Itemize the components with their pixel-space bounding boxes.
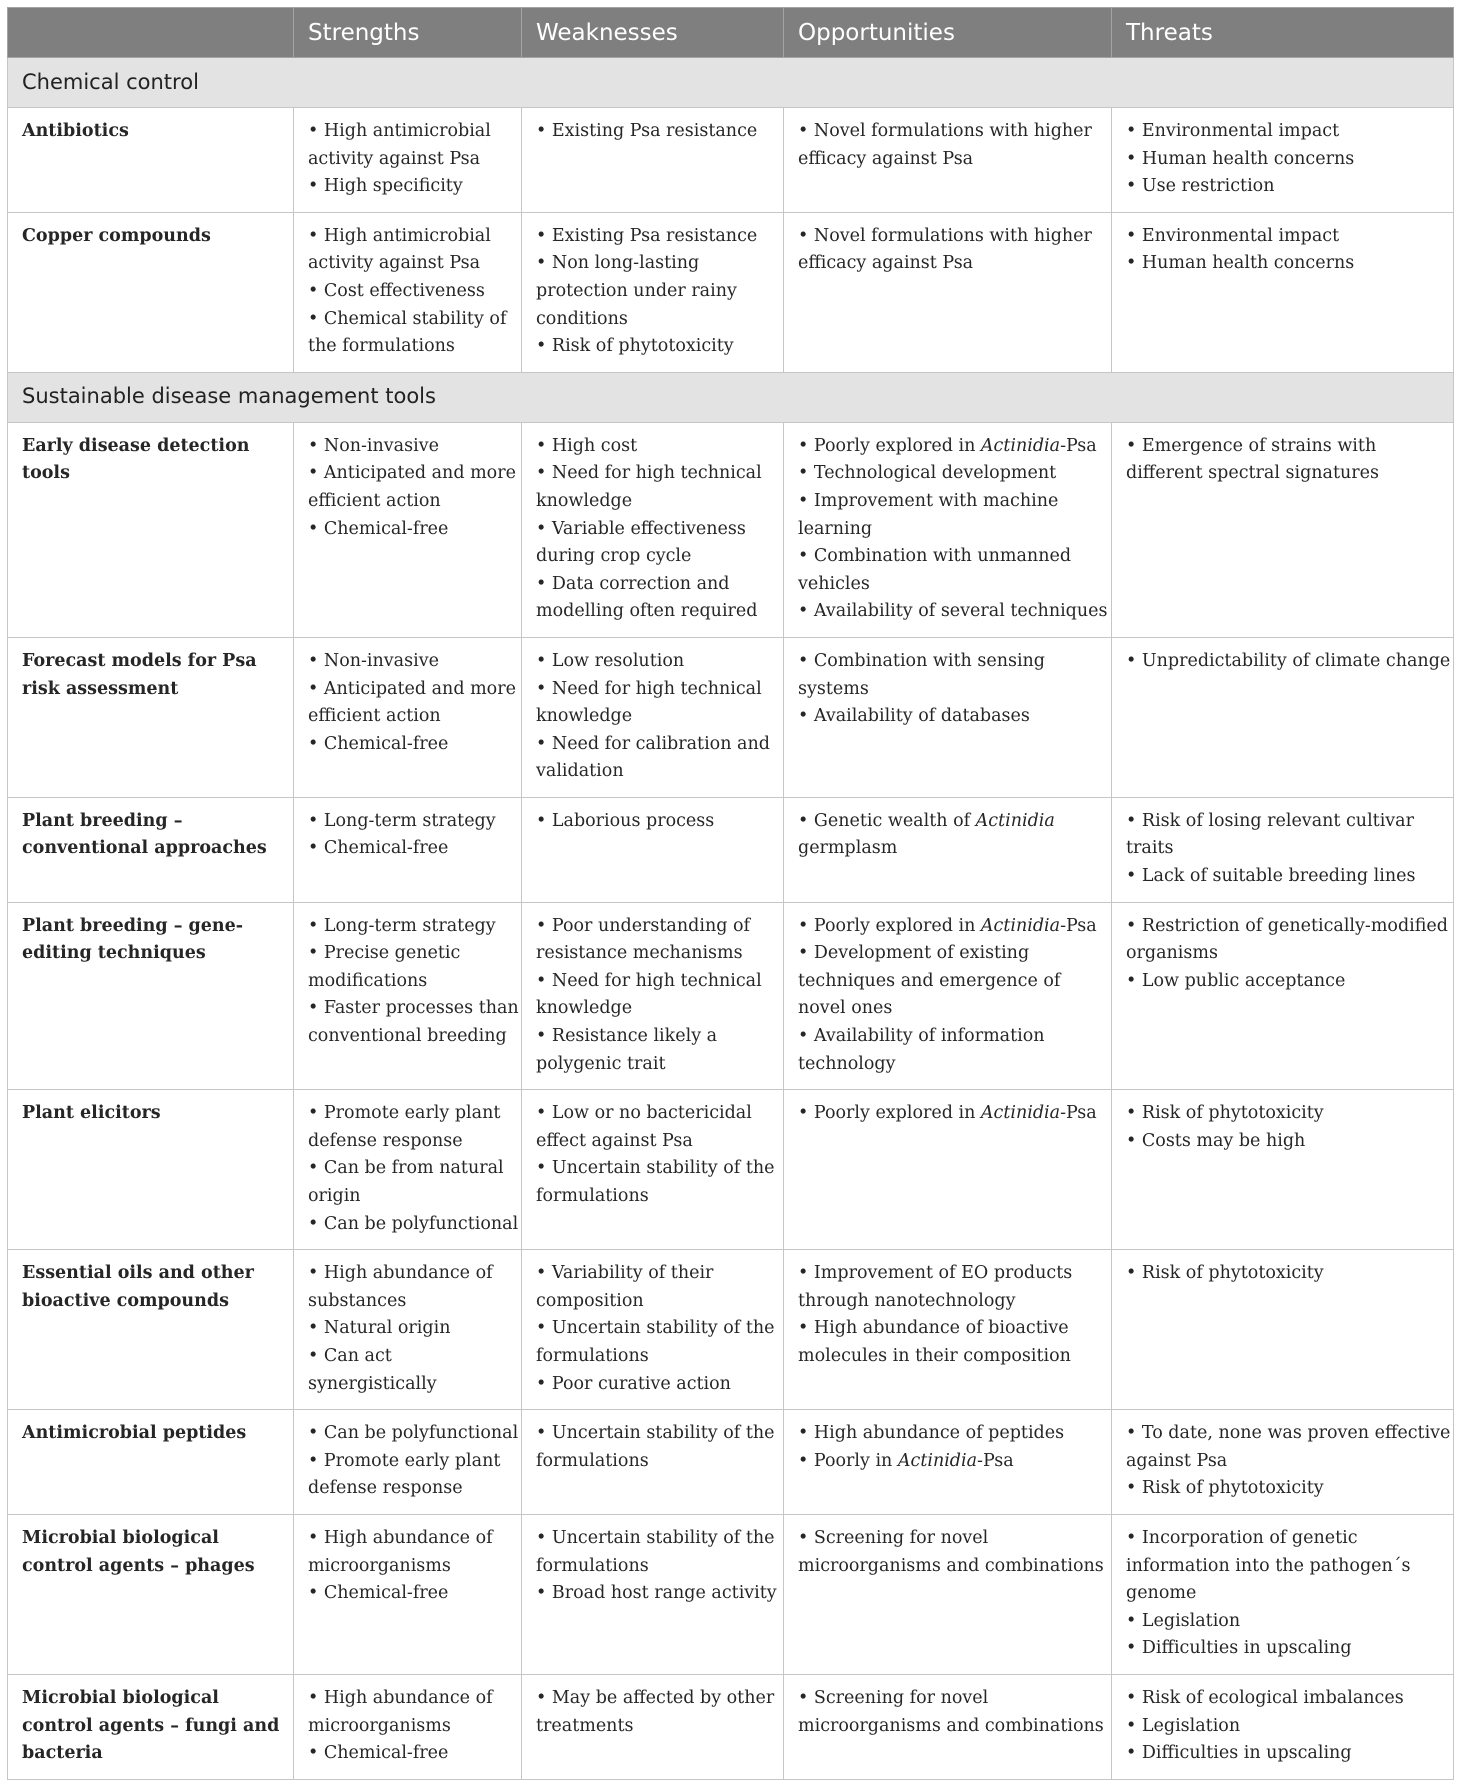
list-item: • High cost: [536, 435, 638, 456]
opportunities-list: [798, 808, 1109, 863]
list-item: • Risk of phytotoxicity: [1126, 1263, 1324, 1284]
italic-term: Actinidia: [980, 1103, 1061, 1124]
list-item: • May be affected by other treatments: [536, 1687, 775, 1736]
list-item: • Low public acceptance: [1126, 970, 1346, 991]
list-item: • High abundance of bioactive molecules in their composition: [798, 1318, 1071, 1366]
threats-list: [1126, 1260, 1451, 1288]
list-item: • Poorly explored in Actinidia-Psa: [798, 1103, 1097, 1124]
threats-list: [1126, 1685, 1451, 1768]
list-item: • Long-term strategy: [308, 810, 496, 831]
strengths-list: [308, 808, 519, 863]
strengths-cell: [294, 422, 522, 637]
list-item: • Risk of phytotoxicity: [536, 336, 734, 357]
strengths-list: [308, 223, 519, 361]
row-label: Microbial biological control agents – phages: [8, 1514, 294, 1674]
strengths-cell: [294, 1090, 522, 1250]
list-item: • Risk of phytotoxicity: [1126, 1478, 1324, 1499]
row-label: Forecast models for Psa risk assessment: [8, 637, 294, 797]
row-label: Antimicrobial peptides: [8, 1410, 294, 1515]
threats-list: [1126, 1420, 1451, 1503]
section-row: [8, 58, 1454, 108]
opportunities-cell: [784, 637, 1112, 797]
table-row: [8, 1410, 1454, 1515]
opportunities-list: [798, 433, 1109, 626]
list-item: • Promote early plant defense response: [308, 1103, 501, 1151]
row-label: Plant breeding – conventional approaches: [8, 797, 294, 902]
list-item: • Chemical-free: [308, 1743, 449, 1764]
list-item: • Use restriction: [1126, 176, 1275, 197]
list-item: • High abundance of peptides: [798, 1423, 1065, 1444]
list-item: • High abundance of microorganisms: [308, 1527, 493, 1576]
list-item: • Availability of information technology: [798, 1026, 1045, 1074]
list-item: • Legislation: [1126, 1610, 1241, 1631]
list-item: • Low or no bactericidal effect against Psa: [536, 1103, 752, 1151]
header-cell-empty: [8, 8, 294, 58]
strengths-list: [308, 1420, 519, 1503]
list-item: • Poor curative action: [536, 1373, 731, 1394]
strengths-list: [308, 118, 519, 201]
weaknesses-cell: [522, 1250, 784, 1410]
threats-list: [1126, 1100, 1451, 1155]
strengths-list: [308, 1525, 519, 1608]
weaknesses-list: [536, 808, 781, 836]
weaknesses-cell: [522, 108, 784, 213]
list-item: • Novel formulations with higher efficacy against Psa: [798, 121, 1092, 169]
list-item: • Uncertain stability of the formulations: [536, 1527, 775, 1576]
list-item: • Improvement with machine learning: [798, 490, 1059, 539]
strengths-cell: [294, 212, 522, 372]
italic-term: Actinidia: [980, 915, 1061, 936]
threats-cell: [1112, 637, 1454, 797]
opportunities-list: [798, 1685, 1109, 1740]
header-cell-strengths: Strengths: [294, 8, 522, 58]
list-item: • Chemical-free: [308, 518, 449, 539]
list-item: • Screening for novel microorganisms and combinations: [798, 1527, 1104, 1576]
list-item: • Combination with sensing systems: [798, 650, 1046, 699]
opportunities-cell: [784, 1090, 1112, 1250]
list-item: • Can act synergistically: [308, 1345, 437, 1394]
weaknesses-cell: [522, 1514, 784, 1674]
list-item: • Combination with unmanned vehicles: [798, 546, 1072, 594]
table-row: [8, 902, 1454, 1090]
list-item: • Poorly explored in Actinidia-Psa: [798, 915, 1097, 936]
list-item: • Environmental impact: [1126, 225, 1340, 246]
row-label: Antibiotics: [8, 108, 294, 213]
list-item: • Promote early plant defense response: [308, 1450, 501, 1499]
list-item: • Can be polyfunctional: [308, 1423, 519, 1444]
list-item: • Development of existing techniques and emergence of novel ones: [798, 943, 1061, 1019]
threats-cell: [1112, 1250, 1454, 1410]
row-label: Copper compounds: [8, 212, 294, 372]
opportunities-cell: [784, 212, 1112, 372]
list-item: • Can be from natural origin: [308, 1158, 504, 1206]
list-item: • Legislation: [1126, 1715, 1241, 1736]
list-item: • Human health concerns: [1126, 253, 1355, 274]
list-item: • Emergence of strains with different spectral signatures: [1126, 435, 1379, 484]
section-title: Chemical control: [8, 58, 1454, 108]
threats-list: [1126, 433, 1451, 488]
list-item: • Poorly explored in Actinidia-Psa: [798, 435, 1097, 456]
list-item: • Low resolution: [536, 650, 685, 671]
italic-term: Actinidia: [897, 1450, 978, 1471]
threats-cell: [1112, 108, 1454, 213]
list-item: • Poorly in Actinidia-Psa: [798, 1450, 1014, 1471]
list-item: • Poor understanding of resistance mechanisms: [536, 915, 750, 964]
weaknesses-cell: [522, 422, 784, 637]
opportunities-list: [798, 913, 1109, 1079]
list-item: • Environmental impact: [1126, 121, 1340, 141]
list-item: • Variable effectiveness during crop cycle: [536, 518, 746, 567]
threats-cell: [1112, 1674, 1454, 1779]
weaknesses-list: [536, 1525, 781, 1608]
row-label: Plant elicitors: [8, 1090, 294, 1250]
weaknesses-list: [536, 223, 781, 361]
opportunities-cell: [784, 797, 1112, 902]
swot-table: [7, 7, 1454, 1780]
strengths-cell: [294, 1674, 522, 1779]
opportunities-cell: [784, 1514, 1112, 1674]
list-item: • Improvement of EO products through nanotechnology: [798, 1263, 1073, 1311]
list-item: • Technological development: [798, 463, 1057, 484]
strengths-cell: [294, 108, 522, 213]
threats-list: [1126, 118, 1451, 201]
threats-list: [1126, 913, 1451, 996]
list-item: • Anticipated and more efficient action: [308, 678, 516, 727]
list-item: • High abundance of substances: [308, 1263, 493, 1311]
section-row: [8, 372, 1454, 422]
table-row: [8, 1090, 1454, 1250]
list-item: • Lack of suitable breeding lines: [1126, 866, 1416, 887]
list-item: • Uncertain stability of the formulations: [536, 1158, 775, 1206]
italic-term: Actinidia: [980, 435, 1061, 456]
threats-cell: [1112, 1514, 1454, 1674]
list-item: • Difficulties in upscaling: [1126, 1743, 1352, 1764]
opportunities-cell: [784, 902, 1112, 1090]
section-title: Sustainable disease management tools: [8, 372, 1454, 422]
weaknesses-cell: [522, 1410, 784, 1515]
threats-cell: [1112, 1410, 1454, 1515]
strengths-list: [308, 1100, 519, 1238]
list-item: • Novel formulations with higher efficacy against Psa: [798, 225, 1092, 274]
strengths-cell: [294, 1514, 522, 1674]
list-item: • Costs may be high: [1126, 1130, 1306, 1151]
list-item: • Resistance likely a polygenic trait: [536, 1026, 718, 1074]
table-row: [8, 108, 1454, 213]
weaknesses-cell: [522, 637, 784, 797]
strengths-list: [308, 913, 519, 1051]
list-item: • Uncertain stability of the formulations: [536, 1423, 775, 1471]
list-item: • Chemical-free: [308, 838, 449, 859]
table-row: [8, 212, 1454, 372]
weaknesses-cell: [522, 902, 784, 1090]
table-row: [8, 1674, 1454, 1779]
header-row: [8, 8, 1454, 58]
strengths-list: [308, 1685, 519, 1768]
list-item: • Natural origin: [308, 1318, 451, 1339]
strengths-cell: [294, 637, 522, 797]
list-item: • Risk of ecological imbalances: [1126, 1687, 1404, 1708]
list-item: • Difficulties in upscaling: [1126, 1638, 1352, 1659]
list-item: • Need for high technical knowledge: [536, 463, 762, 511]
row-label: Early disease detection tools: [8, 422, 294, 637]
weaknesses-cell: [522, 212, 784, 372]
threats-cell: [1112, 797, 1454, 902]
list-item: • Availability of databases: [798, 706, 1030, 727]
list-item: • Faster processes than conventional breeding: [308, 998, 519, 1047]
list-item: • Can be polyfunctional: [308, 1213, 519, 1234]
list-item: • Need for high technical knowledge: [536, 970, 762, 1019]
list-item: • Long-term strategy: [308, 915, 496, 936]
threats-cell: [1112, 902, 1454, 1090]
opportunities-cell: [784, 1410, 1112, 1515]
weaknesses-list: [536, 433, 781, 626]
weaknesses-cell: [522, 797, 784, 902]
threats-list: [1126, 648, 1451, 676]
weaknesses-list: [536, 1685, 781, 1740]
threats-list: [1126, 1525, 1451, 1663]
opportunities-list: [798, 1260, 1109, 1370]
opportunities-cell: [784, 108, 1112, 213]
list-item: • Existing Psa resistance: [536, 225, 758, 246]
list-item: • Unpredictability of climate change: [1126, 650, 1451, 671]
list-item: • Variability of their composition: [536, 1263, 714, 1311]
list-item: • Availability of several techniques: [798, 601, 1108, 622]
list-item: • Anticipated and more efficient action: [308, 463, 516, 511]
strengths-cell: [294, 1250, 522, 1410]
opportunities-list: [798, 1100, 1109, 1128]
opportunities-list: [798, 1525, 1109, 1580]
table-row: [8, 1250, 1454, 1410]
strengths-list: [308, 433, 519, 543]
row-label: Plant breeding – gene-editing techniques: [8, 902, 294, 1090]
list-item: • To date, none was proven effective against Psa: [1126, 1423, 1451, 1471]
list-item: • Uncertain stability of the formulations: [536, 1318, 775, 1366]
italic-term: Actinidia: [975, 810, 1055, 831]
list-item: • Non-invasive: [308, 650, 439, 671]
weaknesses-cell: [522, 1674, 784, 1779]
opportunities-cell: [784, 1250, 1112, 1410]
header-cell-weaknesses: Weaknesses: [522, 8, 784, 58]
list-item: • Genetic wealth of Actinidia germplasm: [798, 810, 1055, 859]
list-item: • Restriction of genetically-modified organisms: [1126, 915, 1448, 964]
list-item: • Need for calibration and validation: [536, 733, 770, 782]
threats-list: [1126, 808, 1451, 891]
list-item: • Risk of losing relevant cultivar traits: [1126, 810, 1414, 859]
list-item: • Chemical-free: [308, 1583, 449, 1604]
opportunities-list: [798, 223, 1109, 278]
strengths-cell: [294, 1410, 522, 1515]
weaknesses-list: [536, 1100, 781, 1210]
list-item: • Broad host range activity: [536, 1583, 777, 1604]
weaknesses-list: [536, 1420, 781, 1475]
weaknesses-list: [536, 648, 781, 786]
list-item: • Non-invasive: [308, 435, 439, 456]
header-cell-opportunities: Opportunities: [784, 8, 1112, 58]
header-cell-threats: Threats: [1112, 8, 1454, 58]
threats-cell: [1112, 422, 1454, 637]
list-item: • Chemical stability of the formulations: [308, 308, 507, 357]
list-item: • Chemical-free: [308, 733, 449, 754]
list-item: • Screening for novel microorganisms and combinations: [798, 1687, 1104, 1736]
list-item: • Data correction and modelling often required: [536, 573, 758, 622]
list-item: • High abundance of microorganisms: [308, 1687, 493, 1736]
threats-cell: [1112, 212, 1454, 372]
opportunities-cell: [784, 1674, 1112, 1779]
list-item: • Existing Psa resistance: [536, 121, 758, 141]
table-row: [8, 797, 1454, 902]
list-item: • Human health concerns: [1126, 148, 1355, 169]
row-label: Microbial biological control agents – fungi and bacteria: [8, 1674, 294, 1779]
table-body: [8, 58, 1454, 1780]
row-label: Essential oils and other bioactive compounds: [8, 1250, 294, 1410]
strengths-cell: [294, 902, 522, 1090]
table-row: [8, 422, 1454, 637]
opportunities-list: [798, 1420, 1109, 1475]
weaknesses-list: [536, 913, 781, 1079]
opportunities-cell: [784, 422, 1112, 637]
weaknesses-list: [536, 1260, 781, 1398]
weaknesses-cell: [522, 1090, 784, 1250]
table-row: [8, 637, 1454, 797]
opportunities-list: [798, 118, 1109, 173]
list-item: • Need for high technical knowledge: [536, 678, 762, 727]
list-item: • Precise genetic modifications: [308, 943, 461, 991]
list-item: • Risk of phytotoxicity: [1126, 1103, 1324, 1124]
list-item: • High specificity: [308, 176, 463, 197]
strengths-cell: [294, 797, 522, 902]
weaknesses-list: [536, 118, 781, 146]
list-item: • Incorporation of genetic information into the pathogen´s genome: [1126, 1527, 1411, 1604]
list-item: • High antimicrobial activity against Psa: [308, 121, 491, 169]
threats-list: [1126, 223, 1451, 278]
strengths-list: [308, 648, 519, 758]
strengths-list: [308, 1260, 519, 1398]
table-header: [8, 8, 1454, 58]
swot-table-container: [7, 7, 1453, 1780]
threats-cell: [1112, 1090, 1454, 1250]
opportunities-list: [798, 648, 1109, 731]
list-item: • Non long-lasting protection under rainy conditions: [536, 253, 737, 329]
list-item: • High antimicrobial activity against Psa: [308, 225, 491, 274]
list-item: • Cost effectiveness: [308, 280, 485, 301]
table-row: [8, 1514, 1454, 1674]
list-item: • Laborious process: [536, 810, 715, 831]
